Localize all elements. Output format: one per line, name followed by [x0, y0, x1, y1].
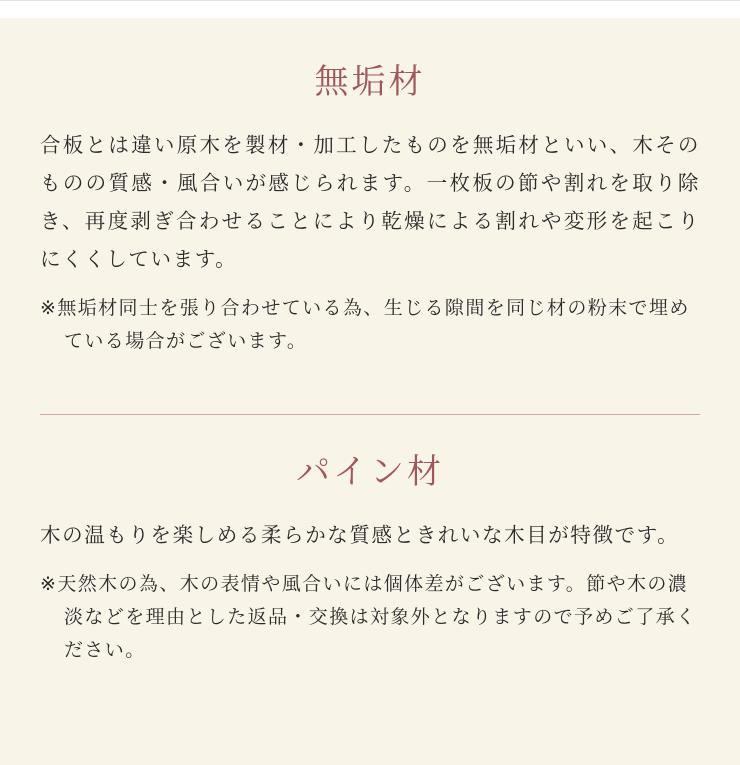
pine-wood-heading: パイン材	[296, 452, 444, 492]
material-info-panel	[0, 18, 740, 765]
solid-wood-heading: 無垢材	[314, 62, 426, 102]
pine-wood-note: ※天然木の為、木の表情や風合いには個体差がございます。節や木の濃淡などを理由とした返品・交換は対象外となりますので予めご了承ください。	[40, 573, 697, 661]
section-divider	[40, 414, 700, 415]
pine-wood-description: 木の温もりを楽しめる柔らかな質感ときれいな木目が特徴です。	[40, 523, 680, 547]
pine-wood-section	[40, 448, 700, 667]
solid-wood-section	[40, 58, 700, 358]
solid-wood-description: 合板とは違い原木を製材・加工したものを無垢材といい、木そのものの質感・風合いが感じられます。一枚板の節や割れを取り除き、再度剥ぎ合わせることにより乾燥による割れや変形を起こりにくくしています。	[40, 133, 700, 271]
top-border	[0, 0, 740, 1]
solid-wood-note: ※無垢材同士を張り合わせている為、生じる隙間を同じ材の粉末で埋めている場合がございます。	[40, 297, 690, 352]
